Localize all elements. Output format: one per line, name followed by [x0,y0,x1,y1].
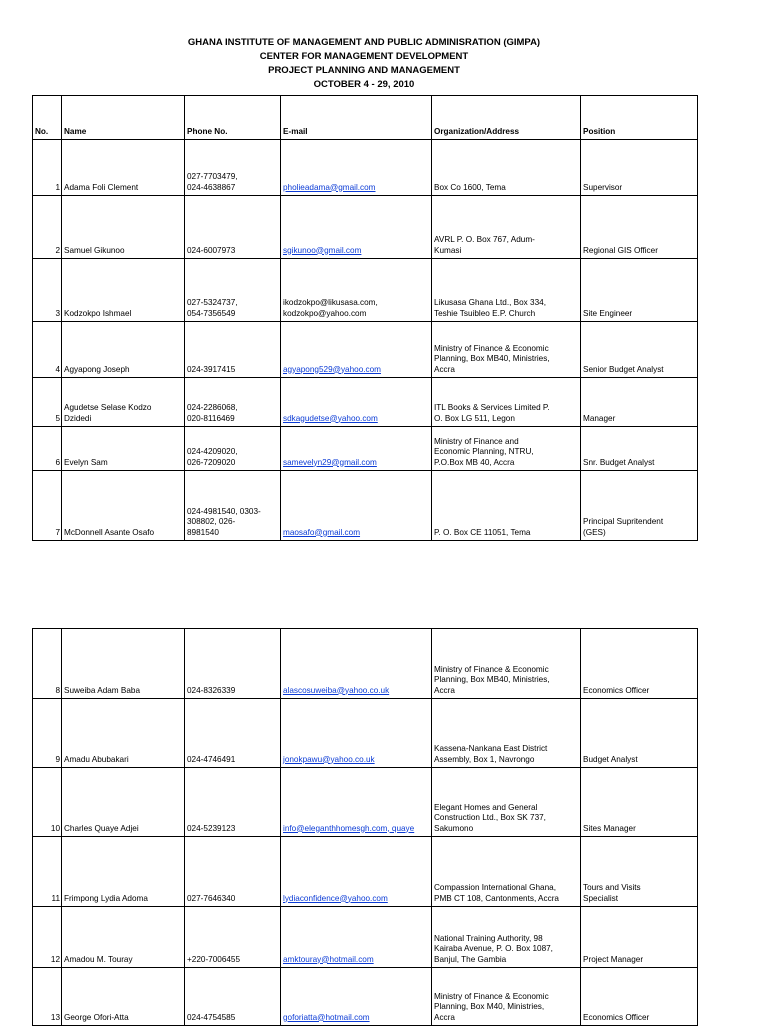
center-title: CENTER FOR MANAGEMENT DEVELOPMENT [259,51,469,62]
position: Sites Manager [581,768,698,837]
position: Site Engineer [581,259,698,322]
organization-address: ITL Books & Services Limited P. O. Box LG 511, Legon [432,378,581,427]
organization-address: National Training Authority, 98 Kairaba Avenue, P. O. Box 1087, Banjul, The Gambia [432,907,581,968]
document-header [0,36,728,92]
email-cell [281,629,432,699]
email-cell [281,322,432,378]
participant-name: Charles Quaye Adjei [62,768,185,837]
email-cell [281,196,432,259]
position: Tours and Visits Specialist [581,837,698,907]
email-link[interactable]: sgikunoo@gmail.com [283,245,362,255]
email-cell [281,837,432,907]
table-row [33,768,698,837]
phone-number: 027-7646340 [185,837,281,907]
email-cell [281,427,432,471]
phone-number: 024-3917415 [185,322,281,378]
position: Snr. Budget Analyst [581,427,698,471]
organization-address: Kassena-Nankana East District Assembly, Box 1, Navrongo [432,699,581,768]
column-header-position: Position [581,96,698,140]
email-cell [281,140,432,196]
position: Budget Analyst [581,699,698,768]
participant-name: Evelyn Sam [62,427,185,471]
column-header-email: E-mail [281,96,432,140]
participant-name: Agudetse Selase Kodzo Dzidedi [62,378,185,427]
row-number: 12 [33,907,62,968]
organization-address: P. O. Box CE 11051, Tema [432,471,581,541]
email-cell [281,968,432,1026]
row-number: 13 [33,968,62,1026]
email-link[interactable]: samevelyn29@gmail.com [283,457,377,467]
email-link[interactable]: jonokpawu@yahoo.co.uk [283,754,375,764]
row-number: 7 [33,471,62,541]
column-header-phone: Phone No. [185,96,281,140]
position: Project Manager [581,907,698,968]
email-cell [281,471,432,541]
email-link[interactable]: goforiatta@hotmail.com [283,1012,370,1022]
course-dates: OCTOBER 4 - 29, 2010 [313,79,415,90]
row-number: 2 [33,196,62,259]
phone-number: 024-4209020, 026-7209020 [185,427,281,471]
organization-address: Box Co 1600, Tema [432,140,581,196]
phone-number: 024-5239123 [185,768,281,837]
organization-address: Ministry of Finance and Economic Planning, NTRU, P.O.Box MB 40, Accra [432,427,581,471]
participants-table-1 [32,95,698,541]
participant-name: Agyapong Joseph [62,322,185,378]
institute-title: GHANA INSTITUTE OF MANAGEMENT AND PUBLIC ADMINISRATION (GIMPA) [187,37,541,48]
email-link[interactable]: maosafo@gmail.com [283,527,361,537]
position: Manager [581,378,698,427]
table-row [33,837,698,907]
table-row [33,378,698,427]
phone-number: 024-6007973 [185,196,281,259]
table-row [33,907,698,968]
phone-number: 027-7703479, 024-4638867 [185,140,281,196]
email-link[interactable]: info@eleganthhomesgh.com, quaye [283,823,415,833]
organization-address: Ministry of Finance & Economic Planning, Box M40, Ministries, Accra [432,968,581,1026]
table-row [33,629,698,699]
position: Economics Officer [581,968,698,1026]
table-row [33,968,698,1026]
email-cell [281,768,432,837]
row-number: 10 [33,768,62,837]
position: Economics Officer [581,629,698,699]
organization-address: Ministry of Finance & Economic Planning, Box MB40, Ministries, Accra [432,629,581,699]
table-row [33,259,698,322]
participant-name: McDonnell Asante Osafo [62,471,185,541]
phone-number: 024-4754585 [185,968,281,1026]
email-cell [281,378,432,427]
row-number: 6 [33,427,62,471]
organization-address: AVRL P. O. Box 767, Adum- Kumasi [432,196,581,259]
phone-number: +220-7006455 [185,907,281,968]
organization-address: Elegant Homes and General Construction Ltd., Box SK 737, Sakumono [432,768,581,837]
position: Senior Budget Analyst [581,322,698,378]
row-number: 11 [33,837,62,907]
participant-name: Frimpong Lydia Adoma [62,837,185,907]
email-link[interactable]: sdkagudetse@yahoo.com [283,413,378,423]
table-row [33,471,698,541]
column-header-no: No. [33,96,62,140]
participant-name: Amadou M. Touray [62,907,185,968]
email-cell [281,699,432,768]
row-number: 5 [33,378,62,427]
email-cell [281,907,432,968]
phone-number: 024-8326339 [185,629,281,699]
column-header-name: Name [62,96,185,140]
table-header-row [33,96,698,140]
email-link[interactable]: lydiaconfidence@yahoo.com [283,893,388,903]
position: Regional GIS Officer [581,196,698,259]
email-text: ikodzokpo@likusasa.com, kodzokpo@yahoo.com [283,298,378,318]
email-link[interactable]: pholieadama@gmail.com [283,182,376,192]
participant-name: Amadu Abubakari [62,699,185,768]
row-number: 1 [33,140,62,196]
table-row [33,140,698,196]
table-row [33,427,698,471]
email-link[interactable]: agyapong529@yahoo.com [283,364,381,374]
participant-name: George Ofori-Atta [62,968,185,1026]
phone-number: 024-2286068, 020-8116469 [185,378,281,427]
row-number: 3 [33,259,62,322]
table-row [33,196,698,259]
column-header-org: Organization/Address [432,96,581,140]
organization-address: Likusasa Ghana Ltd., Box 334, Teshie Tsuibleo E.P. Church [432,259,581,322]
position: Supervisor [581,140,698,196]
phone-number: 027-5324737, 054-7356549 [185,259,281,322]
position: Principal Supritendent (GES) [581,471,698,541]
organization-address: Ministry of Finance & Economic Planning, Box MB40, Ministries, Accra [432,322,581,378]
table-row [33,699,698,768]
phone-number: 024-4981540, 0303- 308802, 026- 8981540 [185,471,281,541]
participant-name: Samuel Gikunoo [62,196,185,259]
row-number: 4 [33,322,62,378]
participant-name: Kodzokpo Ishmael [62,259,185,322]
participants-table-2 [32,628,698,1026]
email-link[interactable]: alascosuweiba@yahoo.co.uk [283,685,390,695]
email-cell [281,259,432,322]
participant-name: Suweiba Adam Baba [62,629,185,699]
participant-name: Adama Foli Clement [62,140,185,196]
row-number: 9 [33,699,62,768]
table-row [33,322,698,378]
organization-address: Compassion International Ghana, PMB CT 108, Cantonments, Accra [432,837,581,907]
row-number: 8 [33,629,62,699]
email-link[interactable]: amktouray@hotmail.com [283,954,374,964]
course-title: PROJECT PLANNING AND MANAGEMENT [268,65,460,76]
phone-number: 024-4746491 [185,699,281,768]
